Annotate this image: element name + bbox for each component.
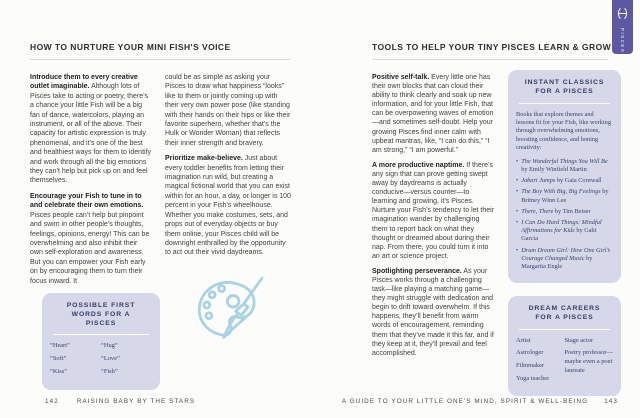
paragraph (165, 154, 292, 257)
paragraph-lead: A more productive naptime. (372, 161, 465, 169)
book-title: Jabari Jumps (521, 177, 556, 185)
left-page-footer (45, 398, 195, 405)
paragraph-body: Every little one has their own blocks that can cloud their ability to think clearly and soak up new information, and for your little Fish, that can be overpowering waves of emotion—and sometimes self-doubt. Help your growing Pisces find inner calm with upbeat mantras, like, “I can do this,” “I am strong,” “I am powerful.” (372, 74, 494, 154)
right-page-header (372, 42, 612, 60)
first-words-box (42, 293, 160, 390)
career-item: Yoga teacher (516, 374, 550, 382)
pisces-symbol-icon (616, 7, 629, 25)
book-title-running-foot: RAISING BABY BY THE STARS (76, 398, 196, 405)
book-list-item (516, 219, 613, 244)
paragraph-lead: Positive self-talk. (372, 74, 430, 81)
paragraph (165, 73, 292, 148)
right-title-rule (372, 59, 608, 60)
paragraph (372, 267, 495, 358)
paint-palette-illustration (165, 274, 292, 350)
paint-palette-icon (192, 274, 266, 350)
book-title: The Wonderful Things You Will Be (521, 157, 608, 165)
career-item: Artist (516, 336, 531, 344)
book-list-item (516, 188, 613, 204)
pisces-chapter-tab (612, 0, 633, 54)
book-list-item (516, 247, 613, 272)
book-list (516, 158, 613, 271)
bullet: • (516, 246, 519, 254)
box-divider (519, 103, 610, 104)
career-item: Stage actor (564, 336, 594, 344)
right-page-sidebar (508, 70, 621, 396)
paragraph-body: If there’s any sign that can prove getting swept away by daydreams is actually conducive—versus counter—to learning and growing, it’s Pisces. Nurture your Fish’s tendency to let their imagination wander by challenging them to report back on what they thought or dreamed about during their nap. From there, you could turn it into an art or science project. (372, 161, 495, 260)
dream-careers-title: DREAM CAREERS FOR A PISCES (528, 305, 601, 321)
left-title-rule (30, 59, 290, 60)
paragraph-lead: Introduce them to every creative outlet imaginable. (30, 74, 138, 91)
first-words-box-title: POSSIBLE FIRST WORDS FOR A PISCES (66, 301, 136, 327)
first-word: “Kiss” (50, 368, 68, 376)
first-word: “Hug” (101, 342, 118, 350)
career-item: Astrologer (516, 349, 544, 357)
paragraph-body: As your Pisces works through a challenging task—like playing a matching game—they might struggle with dedication and begin to drift toward overwhelm. If this happens, they’ll benefit from warm words of encouragement, reminding them that they’ve made it this far, and if they keep at it, they’ll prevail and feel accomplished. (372, 267, 494, 357)
book-author: by Britney Winn Lee (521, 188, 609, 204)
instant-classics-box (508, 70, 621, 283)
bullet: • (516, 188, 519, 196)
dream-careers-box (508, 296, 621, 396)
right-page-footer (342, 398, 618, 405)
book-list-item (516, 208, 613, 216)
book-author: by Gaia Cornwall (555, 177, 602, 185)
paragraph (372, 73, 495, 155)
left-page-column-2 (165, 73, 292, 350)
left-page-number: 142 (45, 398, 59, 405)
bullet: • (516, 218, 519, 226)
paragraph-lead: Encourage your Fish to tune in to and celebrate their own emotions. (30, 192, 144, 210)
bullet: • (516, 177, 519, 185)
right-page-title: TOOLS TO HELP YOUR TINY PISCES LEARN & GROW (372, 42, 612, 52)
book-title: Drum Dream Girl: How One Girl’s Courage Changed Music (521, 246, 611, 262)
right-page-column (372, 73, 495, 364)
book-author: by Margarita Engle (521, 254, 593, 270)
book-list-item (516, 158, 613, 174)
paragraph (372, 161, 495, 261)
paragraph (30, 73, 151, 186)
bullet: • (516, 157, 519, 165)
career-item: Filmmaker (516, 361, 545, 369)
left-page-title: HOW TO NURTURE YOUR MINI FISH'S VOICE (30, 42, 231, 52)
careers-list (516, 337, 613, 387)
book-author: by Tim Beiser (553, 207, 591, 215)
paragraph-lead: Spotlighting perseverance. (372, 267, 462, 275)
book-author: by Emily Winfield Martin (521, 165, 587, 173)
tab-label: PISCES (620, 28, 625, 54)
first-word: “Heart” (50, 342, 70, 350)
book-list-item (516, 177, 613, 185)
paragraph-body: Just about every toddler benefits from letting their imagination run wild, but creating a magical fictional world that you can exist within for an hour, a day, or longer is 100 percent in your Fish’s wheelhouse. Whether you make costumes, sets, and props out of everyday objects or buy them online, your Pisces child will be downright enthralled by the opportunity to act out their vivid daydreams. (165, 155, 291, 257)
box-divider (53, 334, 149, 335)
instant-classics-intro: Books that explore themes and lessons fit for your Fish, like working through overwhelming emotions, boosting confidence, and honing creativity: (516, 110, 611, 152)
first-word: “Fish” (101, 368, 118, 376)
book-title: There, There (521, 207, 554, 215)
bullet: • (516, 207, 519, 215)
instant-classics-title: INSTANT CLASSICS FOR A PISCES (524, 79, 605, 95)
box-divider (519, 329, 610, 330)
paragraph (30, 192, 151, 286)
right-page-number: 143 (604, 398, 618, 405)
left-page-header (30, 42, 290, 60)
paragraph-body: Pisces people can’t help but pinpoint and swim in other people’s thoughts, feelings, opinions, energy! This can be overwhelming and also inhibit their own self-exploration and awareness. But you can empower your Fish early on by encouraging them to turn their focus inward. It (30, 211, 150, 285)
paragraph-body: could be as simple as asking your Pisces to draw what happiness “looks” like to them or jointly coming up with their very own power pose (like standing with their hands on their hips or like their favorite superhero, whether that’s the Hulk or Wonder Woman) that reflects their inner strength and bravery. (165, 74, 291, 147)
first-word: “Love” (101, 355, 120, 363)
first-words-list (50, 342, 152, 381)
paragraph-lead: Prioritize make-believe. (165, 155, 243, 163)
book-title: I Can Do Hard Things: Mindful Affirmations for Kids (521, 218, 602, 235)
book-title: The Boy With Big, Big Feelings (521, 188, 601, 196)
paragraph-body: Although lots of Pisces take to acting or poetry, there’s a chance your little Fish will be a big fan of dance, watercolors, playing an instrument, or all of the above. Their capacity for artistic expression is truly phenomenal, and it’s one of the best and healthiest ways for them to identify and work through all the big emotions they can’t help but pick up on and feel themselves. (30, 83, 152, 185)
first-word: “Soft” (50, 355, 67, 363)
book-author: by Gabi Garcia (521, 227, 597, 243)
career-item: Poetry professor—maybe even a poet laureate (564, 349, 613, 374)
subtitle-running-foot: A GUIDE TO YOUR LITTLE ONE'S MIND, SPIRIT & WELL-BEING (341, 398, 589, 405)
left-page-column-1 (30, 73, 151, 390)
